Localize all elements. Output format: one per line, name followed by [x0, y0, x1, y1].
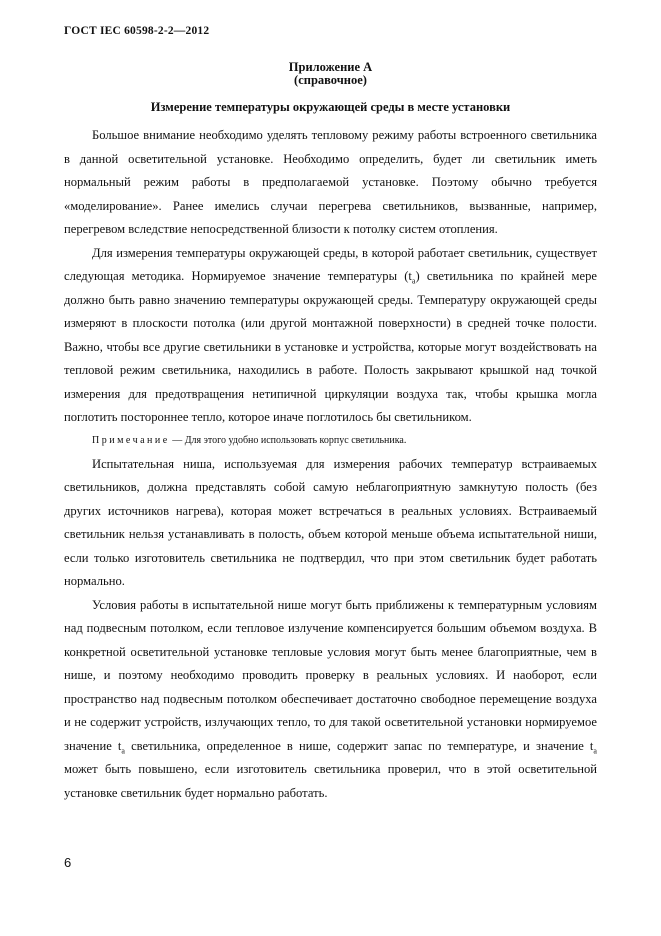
paragraph-4-text-c: может быть повышено, если изготовитель светильника проверил, что в этой осветительной установке светильник будет нормально работать. [64, 762, 597, 800]
appendix-title-block [0, 61, 661, 87]
paragraph-2-text-b: ) светильника по крайней мере должно быть равно значению температуры окружающей среды. Температуру окружающей среды измеряют в плоскости потолка (или другой монтажной поверхности) в средней точке полости. Важно, чтобы все другие светильники в установке и устройства, которые могут воздействовать на тепловой режим светильника, находились в работе. Полость закрывают крышкой над точкой измерения для предотвращения нетипичной циркуляции воздуха так, чтобы крышка могла поглотить постороннее тепло, которое иначе поглотилось бы светильником. [64, 269, 597, 424]
ta-subscript: a [411, 276, 416, 286]
appendix-kind: (справочное) [294, 73, 367, 87]
note-label: Примечание [92, 434, 170, 446]
ta-subscript: a [593, 746, 597, 756]
appendix-title: Приложение А [288, 60, 373, 74]
document-header: ГОСТ IEC 60598-2-2—2012 [64, 25, 210, 37]
paragraph-4 [64, 594, 597, 806]
section-heading: Измерение температуры окружающей среды в месте установки [150, 100, 511, 114]
note-text: — Для этого удобно использовать корпус светильника. [169, 434, 407, 446]
document-body [64, 124, 597, 805]
paragraph-2-text-a: Для измерения температуры окружающей среды, в которой работает светильник, существует следующая методика. Нормируемое значение температуры (t [64, 245, 597, 283]
paragraph-4-text-a: Условия работы в испытательной нише могут быть приближены к температурным условиям над подвесным потолком, если тепловое излучение компенсируется большим объемом воздуха. В конкретной осветительной установке тепловые условия могут быть менее благоприятные, чем в нише, и поэтому необходимо проводить проверку в реальных условиях. И наоборот, если пространство над подвесным потолком обеспечивает достаточно свободное перемещение воздуха и не содержит устройств, излучающих тепло, то для такой осветительной установки нормируемое значение t [64, 597, 597, 753]
note [64, 431, 597, 451]
paragraph-4-text-b: светильника, определенное в нише, содержит запас по температуре, и значение t [124, 738, 594, 753]
paragraph-2 [64, 242, 597, 430]
paragraph-1: Большое внимание необходимо уделять тепловому режиму работы встроенного светильника в данной осветительной установке. Необходимо определить, будет ли светильник иметь нормальный режим работы в предполагаемой установке. Поэтому обычно требуется «моделирование». Ранее имелись случаи перегрева светильников, вызванные, например, перегревом вследствие непосредственной близости к потолку систем отопления. [64, 128, 597, 236]
ta-subscript: a [121, 746, 125, 756]
paragraph-3: Испытательная ниша, используемая для измерения рабочих температур встраиваемых светильников, должна представлять собой самую неблагоприятную замкнутую полость (без других источников нагрева), которая может встречаться в реальных условиях. Встраиваемый светильник нельзя устанавливать в полость, объем которой меньше объема испытательной ниши, если только изготовитель светильника не подтвердил, что при этом светильник будет работать нормально. [64, 456, 597, 588]
page-number: 6 [64, 855, 72, 870]
